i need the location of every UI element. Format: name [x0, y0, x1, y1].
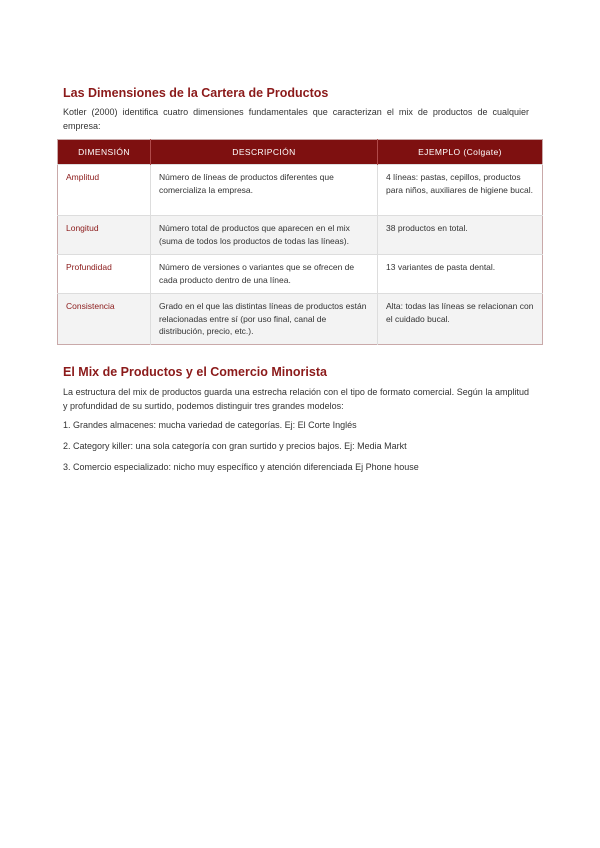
list-item: 1. Grandes almacenes: mucha variedad de categorías. Ej: El Corte Inglés	[63, 420, 357, 430]
dimension-cell: Longitud	[58, 216, 151, 255]
dimension-cell: Consistencia	[58, 294, 151, 345]
list-item: 3. Comercio especializado: nicho muy específico y atención diferenciada Ej Phone house	[63, 462, 419, 472]
section-title-retail: El Mix de Productos y el Comercio Minorista	[63, 365, 327, 379]
table-header-row	[58, 140, 543, 165]
section-title-dimensions: Las Dimensiones de la Cartera de Productos	[63, 86, 329, 100]
header-example: EJEMPLO (Colgate)	[378, 140, 543, 165]
dimensions-table	[57, 139, 543, 345]
description-cell: Número de versiones o variantes que se ofrecen de cada producto dentro de una línea.	[151, 255, 378, 294]
dimension-cell: Profundidad	[58, 255, 151, 294]
description-cell: Número de líneas de productos diferentes que comercializa la empresa.	[151, 165, 378, 216]
table-row	[58, 165, 543, 216]
example-cell: 13 variantes de pasta dental.	[378, 255, 543, 294]
example-cell: 4 líneas: pastas, cepillos, productos para niños, auxiliares de higiene bucal.	[378, 165, 543, 216]
table-row	[58, 294, 543, 345]
table-row	[58, 216, 543, 255]
example-cell: Alta: todas las líneas se relacionan con el cuidado bucal.	[378, 294, 543, 345]
header-description: DESCRIPCIÓN	[151, 140, 378, 165]
section-intro-dimensions: Kotler (2000) identifica cuatro dimensiones fundamentales que caracterizan el mix de productos de cualquier empresa:	[63, 107, 529, 131]
header-dimension: DIMENSIÓN	[58, 140, 151, 165]
list-item: 2. Category killer: una sola categoría con gran surtido y precios bajos. Ej: Media Markt	[63, 441, 407, 451]
example-cell: 38 productos en total.	[378, 216, 543, 255]
dimension-cell: Amplitud	[58, 165, 151, 216]
section-intro-retail: La estructura del mix de productos guarda una estrecha relación con el tipo de formato comercial. Según la amplitud y profundidad de su surtido, podemos distinguir tres grandes modelos:	[63, 387, 529, 411]
description-cell: Grado en el que las distintas líneas de productos están relacionadas entre sí (por uso final, canal de distribución, precio, etc.).	[151, 294, 378, 345]
retail-models-list	[63, 418, 419, 481]
description-cell: Número total de productos que aparecen en el mix (suma de todos los productos de todas las líneas).	[151, 216, 378, 255]
table-row	[58, 255, 543, 294]
